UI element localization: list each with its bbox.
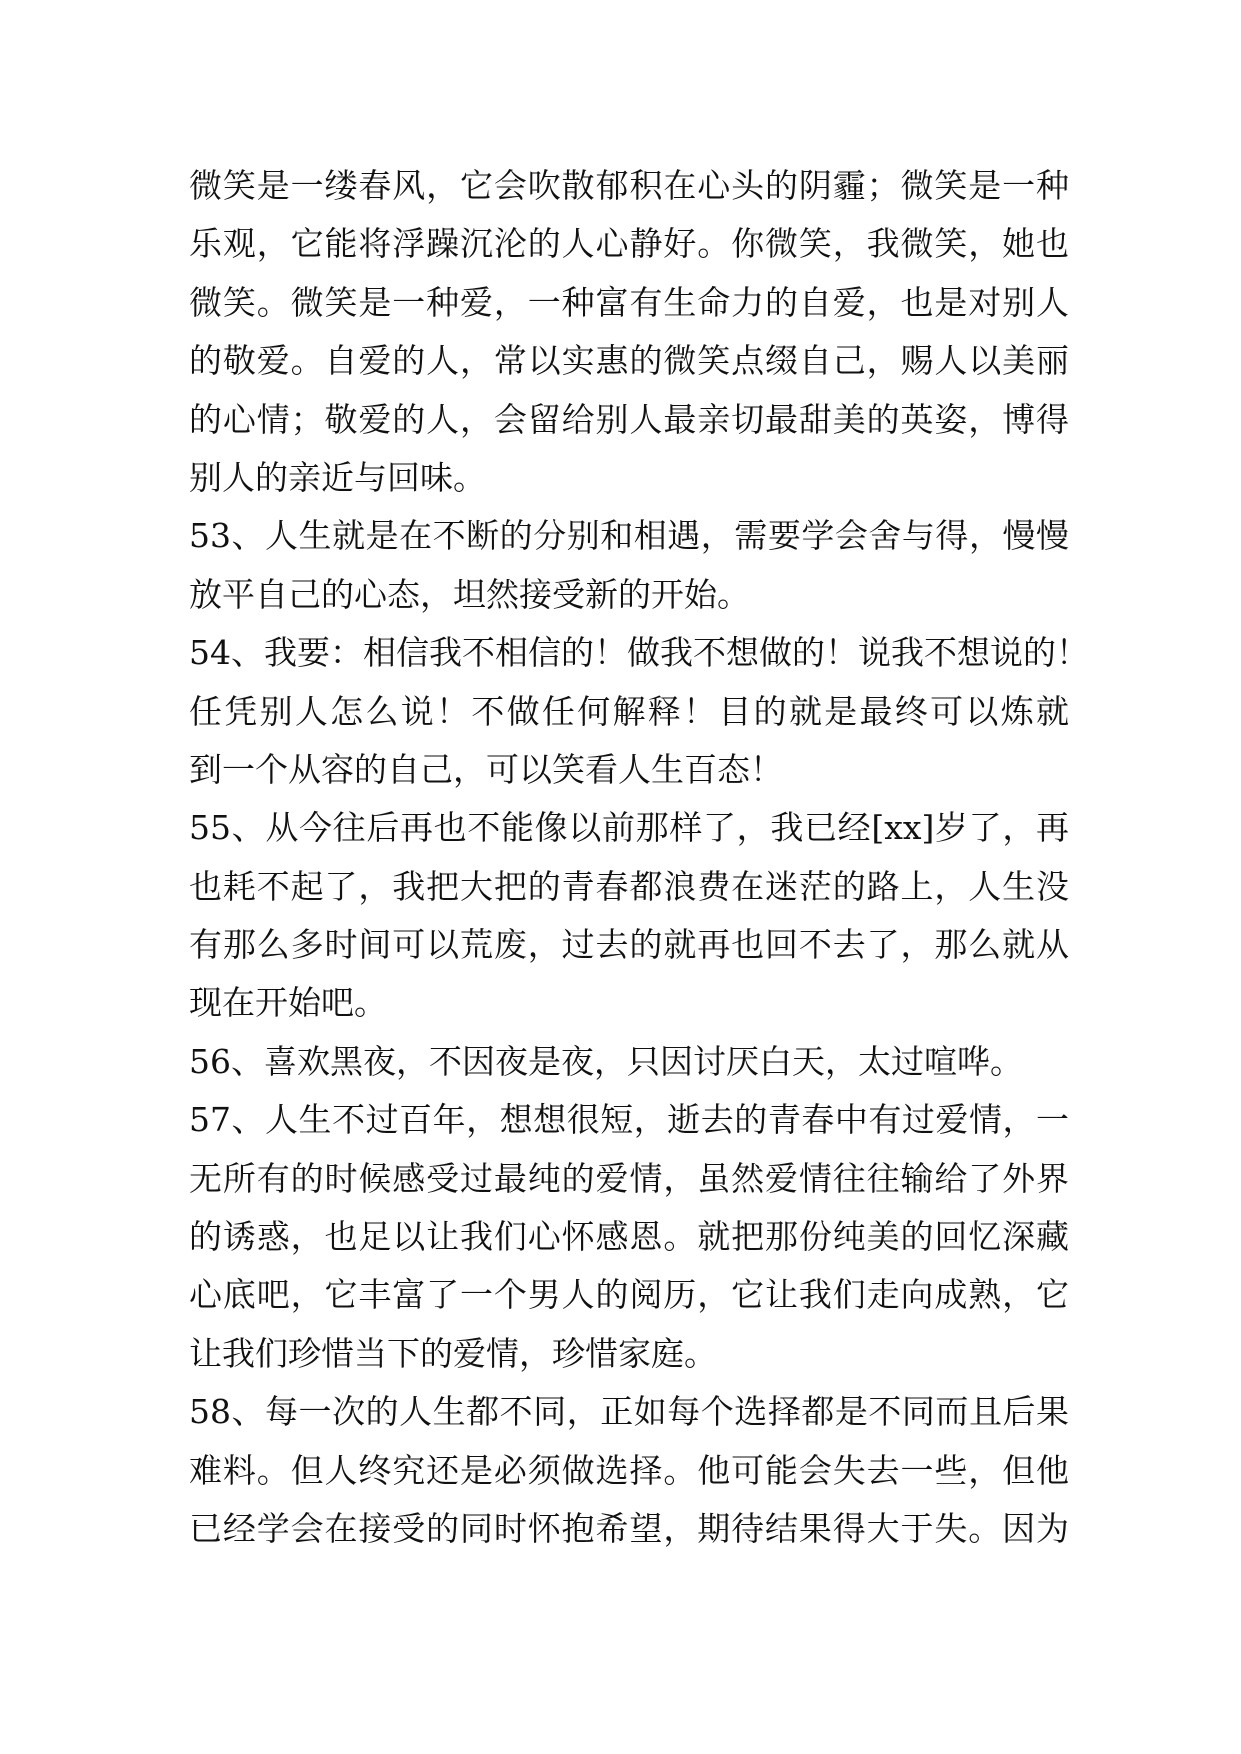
text-line: 难料。但人终究还是必须做选择。他可能会失去一些，但他 — [189, 1450, 1069, 1490]
text-line: 心底吧，它丰富了一个男人的阅历，它让我们走向成熟，它 — [189, 1275, 1069, 1315]
text-line: 微笑是一缕春风，它会吹散郁积在心头的阴霾；微笑是一种 — [189, 166, 1069, 205]
text-line: 已经学会在接受的同时怀抱希望，期待结果得大于失。因为 — [189, 1508, 1069, 1548]
text-line: 乐观，它能将浮躁沉沦的人心静好。你微笑，我微笑，她也 — [189, 224, 1069, 264]
text-line: 58、每一次的人生都不同，正如每个选择都是不同而且后果 — [189, 1392, 1069, 1432]
text-line: 微笑。微笑是一种爱，一种富有生命力的自爱，也是对别人 — [189, 282, 1069, 322]
text-line: 53、人生就是在不断的分别和相遇，需要学会舍与得，慢慢 — [189, 516, 1069, 556]
text-line: 的心情；敬爱的人，会留给别人最亲切最甜美的英姿，博得 — [189, 399, 1069, 439]
text-line: 现在开始吧。 — [189, 983, 387, 1023]
text-line: 无所有的时候感受过最纯的爱情，虽然爱情往往输给了外界 — [189, 1158, 1069, 1198]
text-line: 的敬爱。自爱的人，常以实惠的微笑点缀自己，赐人以美丽 — [189, 341, 1069, 381]
text-line: 别人的亲近与回味。 — [189, 457, 486, 497]
text-line: 放平自己的心态，坦然接受新的开始。 — [189, 574, 750, 614]
text-line: 55、从今往后再也不能像以前那样了，我已经[xx]岁了，再 — [189, 808, 1069, 848]
text-line: 57、人生不过百年，想想很短，逝去的青春中有过爱情，一 — [189, 1100, 1069, 1140]
document-body — [189, 157, 1089, 1558]
text-line: 到一个从容的自己，可以笑看人生百态！ — [189, 749, 783, 789]
text-line: 让我们珍惜当下的爱情，珍惜家庭。 — [189, 1333, 717, 1373]
text-line: 的诱惑，也足以让我们心怀感恩。就把那份纯美的回忆深藏 — [189, 1217, 1069, 1257]
text-line: 54、我要：相信我不相信的！做我不想做的！说我不想说的！ — [189, 633, 1089, 673]
text-line: 有那么多时间可以荒废，过去的就再也回不去了，那么就从 — [189, 925, 1069, 965]
text-line: 也耗不起了，我把大把的青春都浪费在迷茫的路上，人生没 — [189, 866, 1069, 906]
text-line: 任凭别人怎么说！不做任何解释！目的就是最终可以炼就 — [189, 691, 1069, 731]
text-line: 56、喜欢黑夜，不因夜是夜，只因讨厌白天，太过喧哗。 — [189, 1041, 1023, 1081]
